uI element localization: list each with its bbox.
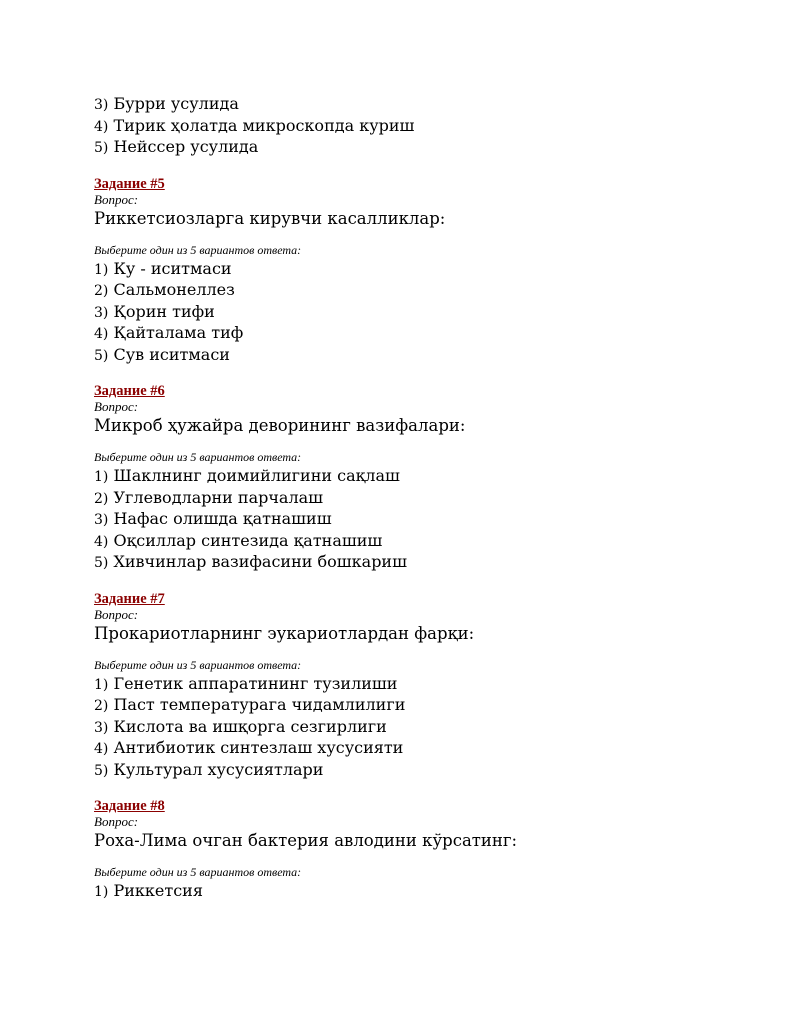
question-text: Риккетсиозларга кирувчи касалликлар: bbox=[94, 208, 446, 228]
options-list bbox=[94, 880, 734, 902]
option-text: Кислота ва ишқорга сезгирлиги bbox=[113, 716, 387, 736]
option-text: Культурал хусусиятлари bbox=[113, 759, 324, 779]
option-number: 4) bbox=[94, 326, 109, 342]
intro-options bbox=[94, 93, 734, 158]
choose-label: Выберите один из 5 вариантов ответа: bbox=[94, 450, 302, 464]
option-item bbox=[94, 301, 734, 323]
option-item bbox=[94, 258, 734, 280]
question-label: Вопрос: bbox=[94, 191, 139, 207]
option-item bbox=[94, 551, 734, 573]
option-text: Паст температурага чидамлилиги bbox=[113, 695, 406, 714]
option-text: Сув иситмаси bbox=[113, 344, 230, 364]
option-number: 1) bbox=[94, 884, 109, 900]
option-item bbox=[94, 508, 734, 530]
question-label: Вопрос: bbox=[94, 814, 139, 829]
option-text: Тирик ҳолатда микроскопда куриш bbox=[113, 115, 415, 135]
option-text: Риккетсия bbox=[113, 881, 203, 900]
option-item bbox=[94, 694, 734, 716]
choose-label: Выберите один из 5 вариантов ответа: bbox=[94, 657, 302, 672]
question-text: Роха-Лима очган бактерия авлодини кўрсатинг: bbox=[94, 831, 518, 850]
option-number: 3) bbox=[94, 719, 109, 736]
option-item bbox=[94, 322, 734, 344]
option-number: 4) bbox=[94, 118, 109, 135]
option-number: 1) bbox=[94, 676, 109, 693]
task-block bbox=[94, 798, 734, 902]
option-item bbox=[94, 465, 734, 487]
option-text: Қайталама тиф bbox=[113, 323, 244, 342]
option-number: 5) bbox=[94, 762, 109, 779]
question-text: Микроб ҳужайра деворининг вазифалари: bbox=[94, 416, 466, 435]
task-block bbox=[94, 591, 734, 781]
option-text: Антибиотик синтезлаш хусусияти bbox=[113, 738, 404, 757]
option-item bbox=[94, 880, 734, 902]
option-number: 4) bbox=[94, 741, 109, 757]
task-block bbox=[94, 176, 734, 366]
option-text: Оқсиллар синтезида қатнашиш bbox=[113, 530, 383, 550]
task-title: Задание #6 bbox=[94, 383, 165, 399]
option-number: 4) bbox=[94, 533, 109, 550]
option-number: 3) bbox=[94, 512, 109, 528]
question-label: Вопрос: bbox=[94, 606, 139, 622]
option-number: 1) bbox=[94, 261, 109, 278]
option-number: 5) bbox=[94, 347, 109, 364]
option-item bbox=[94, 344, 734, 366]
option-number: 5) bbox=[94, 140, 109, 156]
option-text: Нейссер усулида bbox=[113, 137, 259, 156]
options-list bbox=[94, 258, 734, 366]
option-item bbox=[94, 530, 734, 552]
document-page bbox=[94, 93, 734, 902]
option-item bbox=[94, 716, 734, 738]
option-text: Сальмонеллез bbox=[113, 280, 235, 299]
option-text: Ку - иситмаси bbox=[113, 258, 232, 278]
option-number: 1) bbox=[94, 469, 109, 485]
option-item bbox=[94, 136, 734, 158]
option-text: Нафас олишда қатнашиш bbox=[113, 509, 332, 528]
choose-label: Выберите один из 5 вариантов ответа: bbox=[94, 865, 302, 879]
option-item bbox=[94, 737, 734, 759]
options-list bbox=[94, 673, 734, 781]
option-number: 2) bbox=[94, 698, 109, 714]
choose-label: Выберите один из 5 вариантов ответа: bbox=[94, 242, 302, 257]
option-number: 2) bbox=[94, 490, 109, 507]
option-number: 3) bbox=[94, 97, 109, 113]
option-item bbox=[94, 279, 734, 301]
option-item bbox=[94, 487, 734, 509]
task-block bbox=[94, 383, 734, 573]
task-title: Задание #8 bbox=[94, 798, 165, 814]
option-text: Шаклнинг доимийлигини сақлаш bbox=[113, 466, 400, 485]
option-item bbox=[94, 93, 734, 115]
option-item bbox=[94, 759, 734, 781]
options-list bbox=[94, 465, 734, 573]
question-text: Прокариотларнинг эукариотлардан фарқи: bbox=[94, 623, 475, 643]
option-item bbox=[94, 115, 734, 137]
option-text: Генетик аппаратининг тузилиши bbox=[113, 673, 398, 693]
option-number: 3) bbox=[94, 304, 109, 321]
task-title: Задание #7 bbox=[94, 590, 165, 607]
option-text: Қорин тифи bbox=[113, 301, 215, 321]
task-title: Задание #5 bbox=[94, 175, 165, 192]
option-number: 5) bbox=[94, 555, 109, 571]
option-text: Бурри усулида bbox=[113, 94, 239, 113]
option-number: 2) bbox=[94, 283, 109, 299]
option-text: Углеводларни парчалаш bbox=[113, 487, 324, 507]
question-label: Вопрос: bbox=[94, 399, 139, 414]
option-item bbox=[94, 673, 734, 695]
option-text: Хивчинлар вазифасини бошкариш bbox=[113, 552, 407, 571]
